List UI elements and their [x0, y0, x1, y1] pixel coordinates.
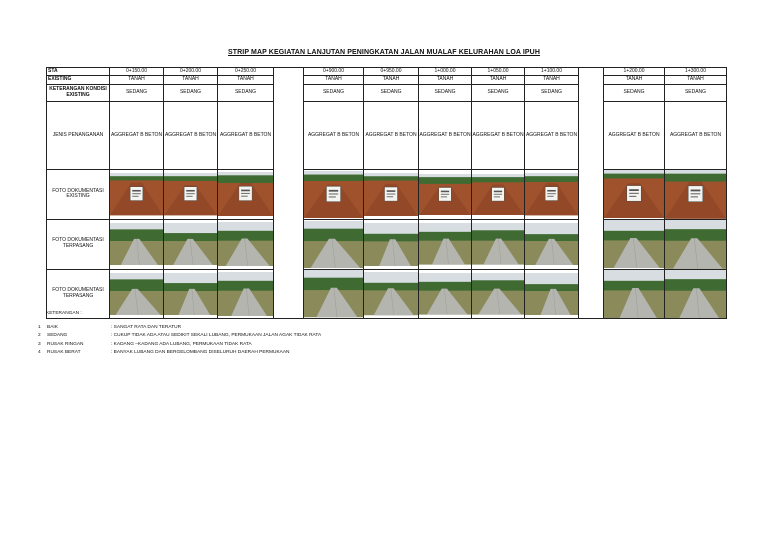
strip-map-table	[46, 67, 727, 319]
photo-existing	[419, 170, 472, 220]
concrete-road-photo	[525, 273, 578, 315]
existing-cell: TANAH	[110, 76, 164, 85]
photo-terpasang	[525, 219, 579, 269]
penanganan-label: JENIS PENANGANAN	[47, 102, 110, 170]
existing-cell: TANAH	[525, 76, 579, 85]
photo-terpasang	[665, 269, 727, 319]
kondisi-cell: SEDANG	[304, 85, 364, 102]
photo-terpasang	[419, 269, 472, 319]
dirt-road-photo	[525, 173, 578, 215]
photo-existing	[164, 170, 218, 220]
concrete-road-photo	[304, 221, 363, 268]
photo-terpasang	[472, 269, 525, 319]
penanganan-cell: AGGREGAT B BETON	[604, 102, 665, 170]
concrete-road-photo	[110, 273, 163, 315]
photo-existing	[304, 170, 364, 220]
foto-terpasang-label: FOTO DOKUMENTASI TERPASANG	[47, 219, 110, 269]
photo-existing	[218, 170, 274, 220]
note-item	[38, 341, 321, 349]
foto-existing-label: FOTO DOKUMENTASI EXISTING	[47, 170, 110, 220]
column-gap	[274, 68, 304, 319]
penanganan-cell: AGGREGAT B BETON	[164, 102, 218, 170]
kondisi-cell: SEDANG	[419, 85, 472, 102]
dirt-road-photo	[364, 173, 418, 216]
concrete-road-photo	[164, 223, 217, 265]
foto-terpasang-row	[47, 219, 727, 269]
kondisi-label: KETERANGAN KONDISI EXISTING	[47, 85, 110, 102]
concrete-road-photo	[604, 220, 664, 268]
concrete-road-photo	[419, 223, 471, 265]
existing-cell: TANAH	[472, 76, 525, 85]
note-item	[38, 324, 321, 332]
existing-cell: TANAH	[604, 76, 665, 85]
photo-existing	[364, 170, 419, 220]
dirt-road-photo	[110, 173, 163, 215]
concrete-road-photo	[364, 223, 418, 266]
note-category: RUSAK RINGAN	[47, 341, 84, 347]
penanganan-cell: AGGREGAT B BETON	[364, 102, 419, 170]
dirt-road-photo	[472, 174, 524, 216]
note-item	[38, 332, 321, 340]
note-category: SEDANG	[47, 333, 68, 339]
note-item	[38, 349, 321, 357]
kondisi-row	[47, 85, 727, 102]
photo-terpasang	[472, 219, 525, 269]
existing-cell: TANAH	[364, 76, 419, 85]
photo-terpasang	[419, 219, 472, 269]
concrete-road-photo	[604, 270, 664, 318]
dirt-road-photo	[665, 170, 726, 219]
note-description: : KADANG –KADANG ADA LUBANG, PERMUKAAN TIDAK RATA	[111, 341, 252, 347]
dirt-road-photo	[419, 174, 471, 216]
column-gap	[579, 68, 604, 319]
penanganan-row	[47, 102, 727, 170]
dirt-road-photo	[304, 171, 363, 218]
penanganan-cell: AGGREGAT B BETON	[218, 102, 274, 170]
penanganan-cell: AGGREGAT B BETON	[525, 102, 579, 170]
photo-existing	[525, 170, 579, 220]
kondisi-cell: SEDANG	[525, 85, 579, 102]
sta-cell: 1+000.00	[419, 68, 472, 76]
sta-cell: 0+950.00	[364, 68, 419, 76]
photo-terpasang	[604, 269, 665, 319]
note-number: 3	[38, 341, 41, 347]
photo-existing	[604, 170, 665, 220]
concrete-road-photo	[364, 272, 418, 315]
sta-cell: 1+300.00	[665, 68, 727, 76]
sta-row	[47, 68, 727, 76]
note-category: BAIK	[47, 325, 58, 331]
penanganan-cell: AGGREGAT B BETON	[472, 102, 525, 170]
dirt-road-photo	[604, 170, 664, 218]
sta-cell: 0+900.00	[304, 68, 364, 76]
photo-terpasang	[110, 219, 164, 269]
penanganan-cell: AGGREGAT B BETON	[419, 102, 472, 170]
kondisi-cell: SEDANG	[110, 85, 164, 102]
dirt-road-photo	[164, 173, 217, 215]
kondisi-cell: SEDANG	[472, 85, 525, 102]
existing-label: EXISTING	[47, 76, 110, 85]
sta-label: STA	[47, 68, 110, 76]
legend-notes	[38, 310, 321, 357]
concrete-road-photo	[472, 223, 524, 265]
kondisi-cell: SEDANG	[364, 85, 419, 102]
note-category: RUSAK BERAT	[47, 349, 81, 355]
note-number: 1	[38, 325, 41, 331]
penanganan-cell: AGGREGAT B BETON	[110, 102, 164, 170]
dirt-road-photo	[218, 172, 273, 216]
concrete-road-photo	[218, 222, 273, 266]
kondisi-cell: SEDANG	[218, 85, 274, 102]
notes-heading: KETERANGAN :	[46, 311, 82, 316]
existing-row	[47, 76, 727, 85]
concrete-road-photo	[164, 273, 217, 315]
foto-existing-row	[47, 170, 727, 220]
existing-cell: TANAH	[164, 76, 218, 85]
concrete-road-photo	[110, 223, 163, 265]
photo-terpasang	[164, 219, 218, 269]
concrete-road-photo	[665, 270, 726, 319]
sta-cell: 0+150.00	[110, 68, 164, 76]
existing-cell: TANAH	[419, 76, 472, 85]
page-title: STRIP MAP KEGIATAN LANJUTAN PENINGKATAN JALAN MUALAF KELURAHAN LOA IPUH	[228, 49, 540, 56]
sta-cell: 1+200.00	[604, 68, 665, 76]
photo-existing	[665, 170, 727, 220]
photo-terpasang	[304, 219, 364, 269]
penanganan-cell: AGGREGAT B BETON	[665, 102, 727, 170]
note-number: 4	[38, 349, 41, 355]
photo-terpasang	[665, 219, 727, 269]
note-number: 2	[38, 333, 41, 339]
foto-terpasang-label: FOTO DOKUMENTASI TERPASANG	[47, 269, 110, 319]
photo-terpasang	[364, 269, 419, 319]
kondisi-cell: SEDANG	[164, 85, 218, 102]
concrete-road-photo	[525, 223, 578, 265]
kondisi-cell: SEDANG	[604, 85, 665, 102]
note-description: : SANGAT RATA DAN TERATUR	[111, 325, 182, 331]
note-description: : BANYAK LUBANG DAN BERGELOMBANG DISELURUH DAERAH PERMUKAAN	[111, 349, 290, 355]
photo-terpasang	[525, 269, 579, 319]
photo-existing	[110, 170, 164, 220]
concrete-road-photo	[472, 273, 524, 315]
existing-cell: TANAH	[665, 76, 727, 85]
kondisi-cell: SEDANG	[665, 85, 727, 102]
sta-cell: 0+250.00	[218, 68, 274, 76]
concrete-road-photo	[665, 220, 726, 269]
concrete-road-photo	[419, 273, 471, 315]
existing-cell: TANAH	[304, 76, 364, 85]
sta-cell: 0+200.00	[164, 68, 218, 76]
photo-existing	[472, 170, 525, 220]
photo-terpasang	[364, 219, 419, 269]
note-description: : CUKUP TIDAK ADA ATAU SEDIKIT SEKALI LUBANG, PERMUKAAN JALAN AGAK TIDAK RATA	[111, 333, 322, 339]
sta-cell: 1+050.00	[472, 68, 525, 76]
photo-terpasang	[604, 219, 665, 269]
penanganan-cell: AGGREGAT B BETON	[304, 102, 364, 170]
photo-terpasang	[218, 219, 274, 269]
sta-cell: 1+100.00	[525, 68, 579, 76]
existing-cell: TANAH	[218, 76, 274, 85]
